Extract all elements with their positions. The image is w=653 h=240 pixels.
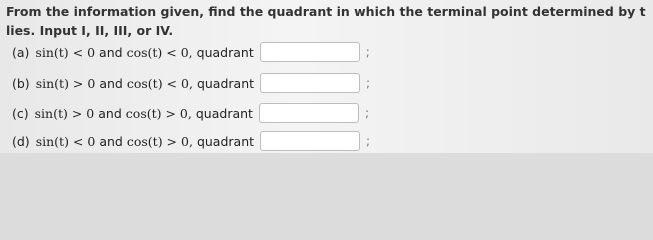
answer-input-b[interactable] bbox=[260, 73, 360, 93]
semicolon: ; bbox=[364, 106, 369, 120]
sin-condition: sin(t) > 0 bbox=[34, 105, 95, 121]
connector-text: and bbox=[99, 44, 123, 60]
answer-input-a[interactable] bbox=[260, 42, 360, 62]
answer-input-d[interactable] bbox=[260, 131, 360, 151]
connector-text: and bbox=[98, 105, 122, 121]
question-item-d bbox=[12, 130, 370, 152]
quadrant-text: quadrant bbox=[196, 44, 254, 60]
semicolon: ; bbox=[366, 134, 371, 148]
question-item-b bbox=[12, 72, 370, 94]
quadrant-text: quadrant bbox=[196, 133, 255, 149]
cos-condition: cos(t) > 0, bbox=[125, 105, 192, 121]
item-label: (a) bbox=[12, 44, 30, 60]
question-prompt: From the information given, find the quadrant in which the terminal point determined by t lies. Input I, II, III, or IV. bbox=[6, 4, 646, 38]
cos-condition: cos(t) < 0, bbox=[126, 75, 193, 91]
connector-text: and bbox=[99, 133, 123, 149]
quadrant-text: quadrant bbox=[196, 75, 255, 91]
item-label: (d) bbox=[12, 133, 30, 149]
quadrant-text: quadrant bbox=[195, 105, 253, 121]
sin-condition: sin(t) < 0 bbox=[35, 44, 96, 60]
item-label: (c) bbox=[12, 105, 29, 121]
sin-condition: sin(t) > 0 bbox=[35, 75, 96, 91]
cos-condition: cos(t) < 0, bbox=[126, 44, 193, 60]
question-item-a bbox=[12, 41, 370, 63]
answer-input-c[interactable] bbox=[259, 103, 359, 123]
item-label: (b) bbox=[12, 75, 30, 91]
question-item-c bbox=[12, 102, 369, 124]
semicolon: ; bbox=[366, 76, 371, 90]
connector-text: and bbox=[99, 75, 123, 91]
sin-condition: sin(t) < 0 bbox=[35, 133, 96, 149]
cos-condition: cos(t) > 0, bbox=[126, 133, 193, 149]
semicolon: ; bbox=[365, 45, 370, 59]
